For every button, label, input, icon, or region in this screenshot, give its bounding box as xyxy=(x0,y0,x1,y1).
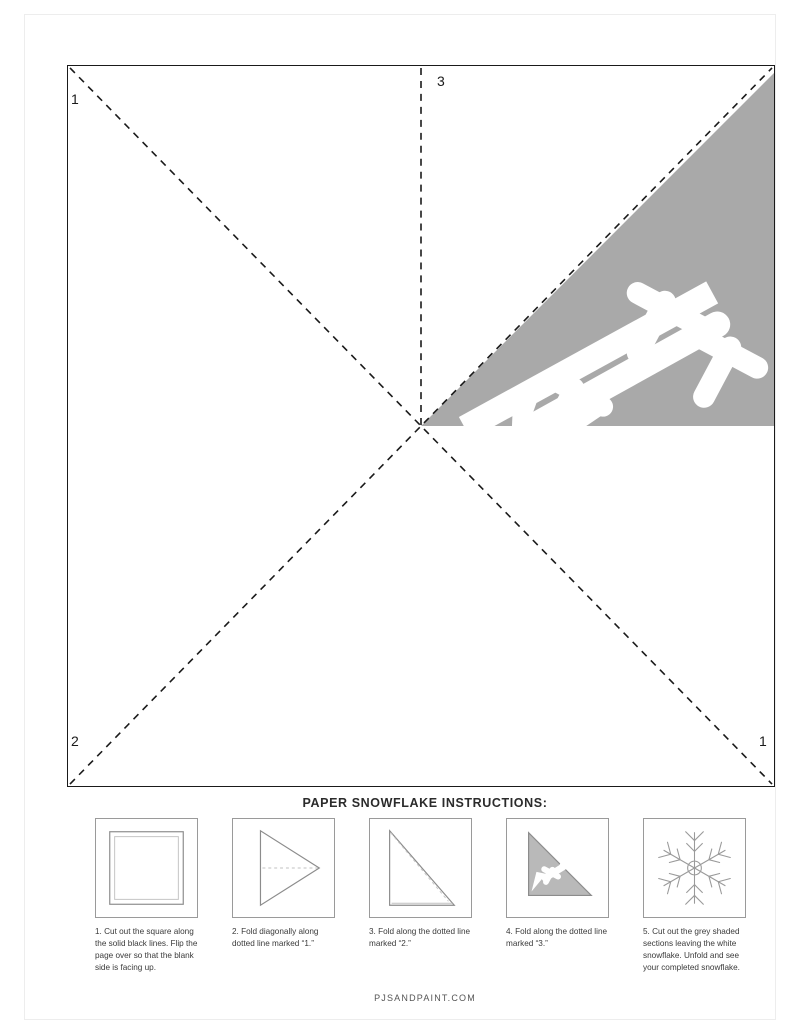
instruction-steps xyxy=(95,818,755,974)
cut-out-square xyxy=(67,65,775,787)
step-4-illustration xyxy=(506,818,609,918)
snowflake-icon xyxy=(644,819,745,917)
step-item xyxy=(369,818,481,974)
step-caption: 2. Fold diagonally along dotted line marked “1.” xyxy=(232,927,319,948)
fold-label-bottom-left: 2 xyxy=(71,733,79,749)
fold-label-top-left: 1 xyxy=(71,91,79,107)
step-item xyxy=(643,818,755,974)
step-caption: 4. Fold along the dotted line marked “3.” xyxy=(506,927,608,948)
fold-diagonal-icon xyxy=(233,819,334,917)
fold-wedge-icon xyxy=(507,819,608,917)
step-caption: 3. Fold along the dotted line marked “2.” xyxy=(369,927,471,948)
step-2-illustration xyxy=(232,818,335,918)
fold-label-bottom-right: 1 xyxy=(759,733,767,749)
step-item xyxy=(506,818,618,974)
step-3-illustration xyxy=(369,818,472,918)
site-footer: PJSANDPAINT.COM xyxy=(374,993,476,1003)
snowflake-template-graphic xyxy=(68,66,774,786)
step-5-illustration xyxy=(643,818,746,918)
shaded-wedge xyxy=(421,73,774,478)
square-outline-icon xyxy=(96,819,197,917)
step-item xyxy=(232,818,344,974)
instructions-title: PAPER SNOWFLAKE INSTRUCTIONS: xyxy=(302,796,548,810)
step-1-illustration xyxy=(95,818,198,918)
step-caption: 5. Cut out the grey shaded sections leaving the white snowflake. Unfold and see your completed snowflake. xyxy=(643,927,740,972)
fold-triangle-icon xyxy=(370,819,471,917)
step-item xyxy=(95,818,207,974)
step-caption: 1. Cut out the square along the solid black lines. Flip the page over so that the blank side is facing up. xyxy=(95,927,198,972)
fold-label-top-center: 3 xyxy=(437,73,445,89)
paper-sheet xyxy=(24,14,776,1020)
